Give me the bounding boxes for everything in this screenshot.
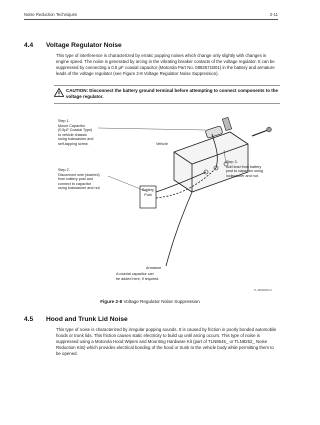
- header-rule: [24, 19, 278, 20]
- caution-box: [54, 85, 280, 104]
- step-3-label: Step 3. Add lead from battery post to capacitor using lockwasher and nut.: [226, 160, 263, 178]
- caption-text: Voltage Regulator Noise Suppression: [123, 299, 200, 304]
- body-line: 0882571B01) in the battery and armature leads of the voltage regulator (see Figure 2-8 Voltage: [56, 65, 275, 77]
- figure-2-8: [56, 106, 280, 294]
- body-line: hood or trunk to the vehicle body while permitting them to be opened.: [56, 345, 274, 357]
- caption-label: Figure 2-8: [100, 299, 123, 304]
- body-line: This type of interference is characterized by erratic popping noises which change only slightly with: [56, 53, 245, 58]
- armature-note: A coaxial capacitor can be added here, if required.: [116, 272, 160, 281]
- section-4-4-body: [56, 53, 278, 77]
- battery-post-label: Battery Post: [142, 188, 154, 197]
- section-heading-4-5: [24, 316, 128, 323]
- section-number: 4.4: [24, 42, 34, 49]
- header-title: Noise Reduction Techniques: [24, 12, 77, 17]
- body-line: Regulator Noise Suppression).: [159, 71, 219, 77]
- body-line: This type of noise is characterized by irregular popping sounds. It is caused by friction in poorly: [56, 327, 239, 332]
- section-number: 4.5: [24, 316, 34, 323]
- armature-label: Armature: [146, 266, 162, 270]
- figure-caption: [0, 299, 300, 304]
- step-1-label: Step 1. Mount Capacitor (0.5µF Coaxial Type) to vehicle chassis using lockwasher and self-tapping screw.: [58, 119, 94, 146]
- warning-icon: [54, 88, 64, 97]
- step-2-label: Step 2. Disconnect wire (dashed) from battery post and connect to capacitor using lockwasher and nut: [58, 168, 100, 191]
- vehicle-label: Vehicle: [156, 142, 168, 146]
- caution-text: CAUTION: Disconnect the battery ground terminal before attempting to connect components to the voltage regulator.: [66, 88, 279, 99]
- body-line: bonded automobile hoods or trunk lids. This friction causes static electricity to build up until arcing: [56, 327, 277, 339]
- section-4-5-body: [56, 327, 278, 357]
- section-title: Voltage Regulator Noise: [46, 42, 122, 49]
- section-heading-4-4: [24, 42, 122, 49]
- section-title: Hood and Trunk Lid Noise: [46, 316, 128, 323]
- body-line: (part of TLN8645_ or TLN8252_ Noise Reduction Kits) which provides electrical bonding of the: [56, 339, 268, 351]
- body-line: voltage regulator. It can be suppressed by connecting a 0.5 µF coaxial capacitor (Motorola Part No.: [56, 59, 275, 71]
- body-line: changes in engine speed. The noise is generated by arcing in the vibrating breaker contacts of the: [56, 53, 267, 65]
- page-number: 2-11: [269, 12, 278, 17]
- body-line: occurs. This type of noise is suppressed using a Motorola Hood Wipers and Mounting Hardware Kit: [56, 333, 260, 345]
- figure-id: TL-8600809-O: [253, 288, 272, 292]
